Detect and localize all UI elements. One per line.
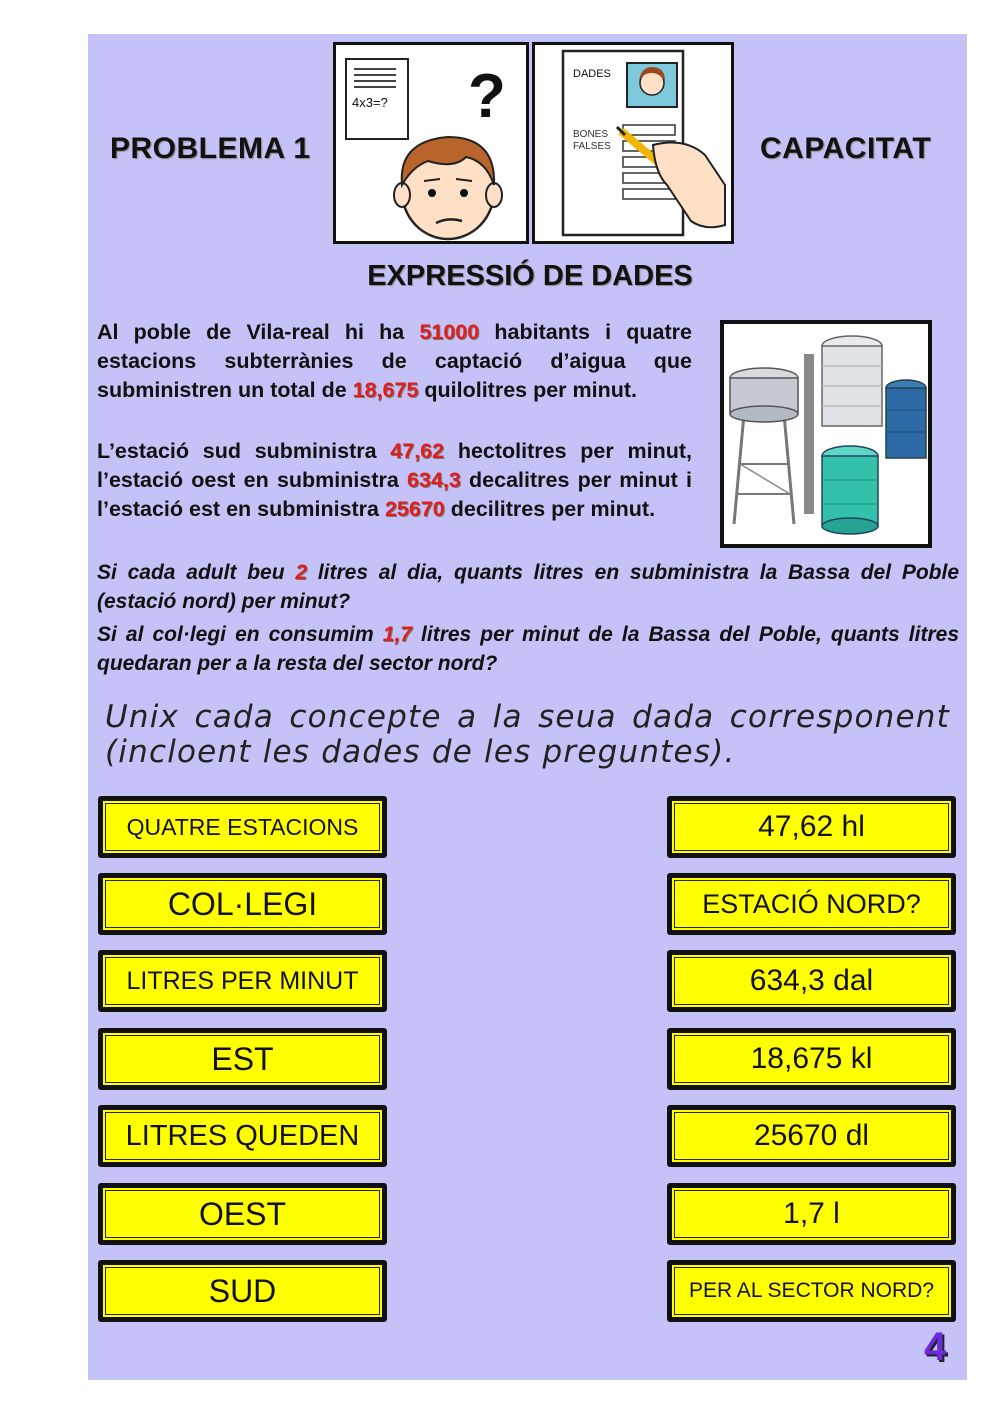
- thinking-boy-icon: [336, 45, 526, 241]
- intro-paragraph: Al poble de Vila-real hi ha 51000 habitants i quatre estacions subterrànies de captació d’aigua que subministren un total de 18,675 quilolitres per minut.: [97, 320, 692, 402]
- concept-card-litres-per-minut[interactable]: LITRES PER MINUT: [98, 950, 387, 1012]
- data-card-634-3-dal[interactable]: 634,3 dal: [667, 950, 956, 1012]
- matching-instruction: Unix cada concepte a la seua dada corresponent (incloent les dades de les preguntes).: [105, 699, 950, 770]
- question-mark: ?: [468, 62, 506, 131]
- stations-paragraph: L’estació sud subministra 47,62 hectolitres per minut, l’estació oest en subministra 634,3 decalitres per minut i l’estació est en subministra 25670 decilitres per minut.: [97, 439, 692, 521]
- data-card-sector-nord[interactable]: PER AL SECTOR NORD?: [667, 1260, 956, 1322]
- concept-card-est[interactable]: EST: [98, 1028, 387, 1090]
- concept-card-quatre-estacions[interactable]: QUATRE ESTACIONS: [98, 796, 387, 858]
- topic-title: CAPACITAT: [760, 132, 932, 165]
- concept-card-litres-queden[interactable]: LITRES QUEDEN: [98, 1105, 387, 1167]
- school-litres-number: 1,7: [382, 623, 412, 646]
- page-number: 4: [924, 1325, 947, 1369]
- litres-per-day-number: 2: [295, 561, 308, 584]
- concept-card-oest[interactable]: OEST: [98, 1183, 387, 1245]
- west-dal-number: 634,3: [407, 468, 461, 492]
- form-writing-icon: [535, 45, 731, 241]
- math-card-text: 4x3=?: [352, 95, 388, 110]
- concept-card-sud[interactable]: SUD: [98, 1260, 387, 1322]
- inhabitants-number: 51000: [419, 320, 480, 344]
- data-card-estacio-nord[interactable]: ESTACIÓ NORD?: [667, 873, 956, 935]
- question-2: Si al col·legi en consumim 1,7 litres per minut de la Bassa del Poble, quants litres quedaran per a la resta del sector nord?: [97, 623, 959, 675]
- problem-title: PROBLEMA 1: [110, 132, 311, 165]
- water-tanks-image: [720, 320, 932, 548]
- section-subtitle: EXPRESSIÓ DE DADES: [367, 260, 693, 292]
- form-label-dades: DADES: [573, 68, 611, 80]
- concept-card-collegi[interactable]: COL·LEGI: [98, 873, 387, 935]
- form-label-falses: FALSES: [573, 141, 611, 152]
- south-hl-number: 47,62: [390, 439, 445, 463]
- data-card-25670-dl[interactable]: 25670 dl: [667, 1105, 956, 1167]
- data-card-1-7-l[interactable]: 1,7 l: [667, 1183, 956, 1245]
- form-label-bones: BONES: [573, 129, 609, 140]
- water-tanks-icon: [724, 324, 928, 544]
- data-form-pictogram: [532, 42, 734, 244]
- east-dl-number: 25670: [384, 497, 445, 521]
- data-card-47-62-hl[interactable]: 47,62 hl: [667, 796, 956, 858]
- question-1: Si cada adult beu 2 litres al dia, quants litres en subministra la Bassa del Poble (estació nord) per minut?: [97, 561, 959, 613]
- thinking-boy-pictogram: [333, 42, 529, 244]
- total-kl-number: 18,675: [352, 378, 419, 402]
- data-card-18-675-kl[interactable]: 18,675 kl: [667, 1028, 956, 1090]
